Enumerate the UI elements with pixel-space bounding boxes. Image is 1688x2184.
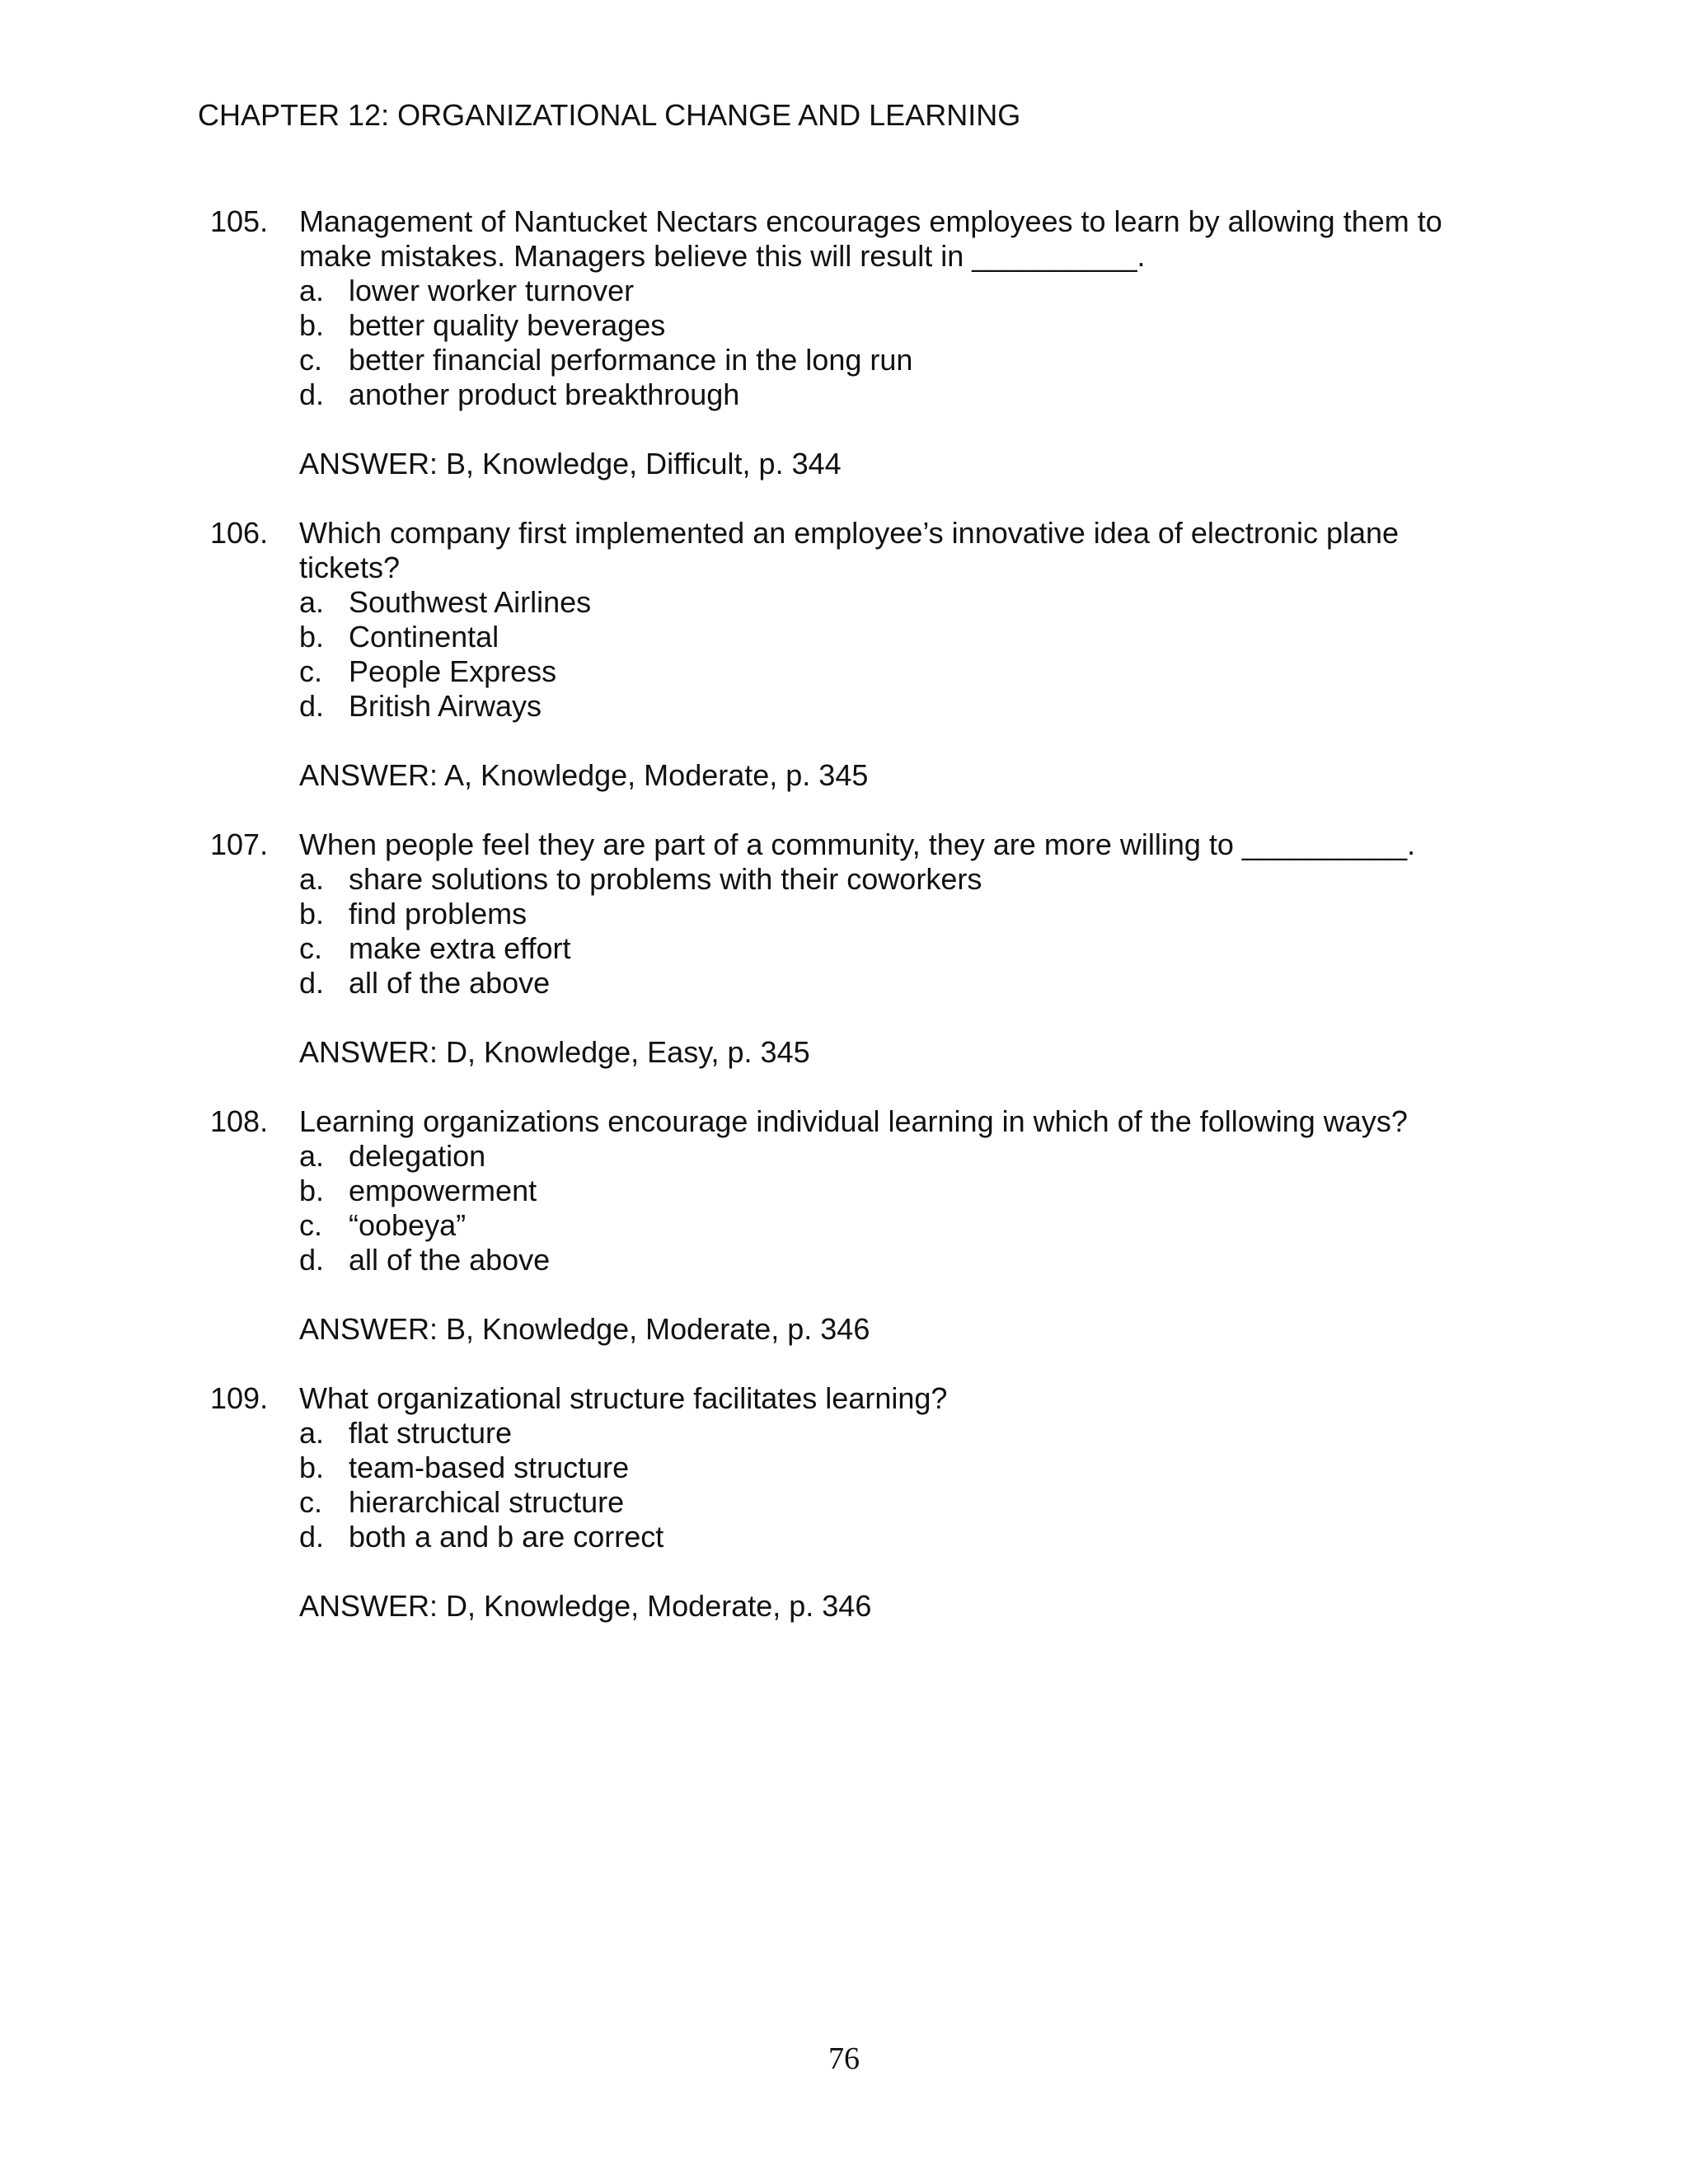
chapter-header: CHAPTER 12: ORGANIZATIONAL CHANGE AND LEARNING: [198, 98, 1021, 132]
option-text: share solutions to problems with their coworkers: [349, 862, 982, 896]
option-letter: a.: [299, 1416, 325, 1450]
option-letter: d.: [299, 377, 325, 411]
option-c: [299, 931, 1496, 966]
option-a: [299, 585, 1496, 620]
option-letter: d.: [299, 1243, 325, 1277]
option-text: all of the above: [349, 966, 551, 1000]
option-d: [299, 689, 1496, 724]
question-text: Learning organizations encourage individual learning in which of the following ways?: [299, 1104, 1408, 1138]
option-list: [299, 585, 1496, 724]
option-letter: b.: [299, 308, 325, 342]
option-text: another product breakthrough: [349, 377, 740, 411]
option-letter: b.: [299, 1451, 325, 1484]
question-number: 105.: [210, 204, 269, 238]
option-letter: d.: [299, 966, 325, 1000]
option-text: delegation: [349, 1139, 486, 1173]
option-letter: a.: [299, 862, 325, 896]
answer-line: ANSWER: B, Knowledge, Difficult, p. 344: [299, 447, 842, 480]
option-letter: b.: [299, 620, 325, 654]
option-letter: d.: [299, 689, 325, 723]
option-a: [299, 1139, 1496, 1174]
option-list: [299, 1416, 1496, 1554]
option-text: flat structure: [349, 1416, 513, 1450]
question-body: [299, 1104, 1496, 1347]
option-c: [299, 1485, 1496, 1520]
option-text: team-based structure: [349, 1451, 630, 1484]
option-text: British Airways: [349, 689, 542, 723]
option-letter: b.: [299, 1174, 325, 1207]
option-letter: d.: [299, 1520, 325, 1554]
answer-line: ANSWER: B, Knowledge, Moderate, p. 346: [299, 1312, 870, 1346]
option-b: [299, 308, 1496, 343]
question-text: Which company first implemented an employee’s innovative idea of electronic plane tickets?: [299, 516, 1400, 584]
option-letter: c.: [299, 343, 323, 377]
option-text: Continental: [349, 620, 499, 654]
option-a: [299, 1416, 1496, 1451]
option-text: better financial performance in the long run: [349, 343, 913, 377]
question-107: [210, 827, 1496, 1070]
option-text: find problems: [349, 897, 528, 930]
option-b: [299, 1174, 1496, 1208]
option-text: empowerment: [349, 1174, 537, 1207]
option-letter: a.: [299, 274, 325, 307]
question-body: [299, 827, 1496, 1070]
option-b: [299, 1451, 1496, 1485]
option-a: [299, 862, 1496, 897]
option-letter: c.: [299, 1208, 323, 1242]
option-text: Southwest Airlines: [349, 585, 592, 619]
option-list: [299, 274, 1496, 412]
option-letter: a.: [299, 1139, 325, 1173]
option-letter: a.: [299, 585, 325, 619]
option-b: [299, 620, 1496, 654]
question-number: 106.: [210, 516, 269, 550]
option-d: [299, 377, 1496, 412]
question-body: [299, 1381, 1496, 1624]
question-109: [210, 1381, 1496, 1624]
option-letter: c.: [299, 654, 323, 688]
option-text: lower worker turnover: [349, 274, 635, 307]
answer-line: ANSWER: A, Knowledge, Moderate, p. 345: [299, 758, 869, 792]
question-106: [210, 516, 1496, 793]
option-c: [299, 654, 1496, 689]
question-body: [299, 204, 1496, 481]
option-list: [299, 862, 1496, 1001]
option-b: [299, 897, 1496, 931]
option-c: [299, 343, 1496, 377]
option-a: [299, 274, 1496, 308]
option-text: hierarchical structure: [349, 1485, 625, 1519]
question-108: [210, 1104, 1496, 1347]
option-d: [299, 1520, 1496, 1554]
question-105: [210, 204, 1496, 481]
question-number: 107.: [210, 827, 269, 861]
question-text: Management of Nantucket Nectars encourages employees to learn by allowing them to make mistakes. Managers believe this will result in __________.: [299, 204, 1442, 273]
option-c: [299, 1208, 1496, 1243]
option-d: [299, 966, 1496, 1001]
option-letter: c.: [299, 1485, 323, 1519]
option-text: “oobeya”: [349, 1208, 467, 1242]
question-text: What organizational structure facilitates learning?: [299, 1381, 948, 1415]
option-list: [299, 1139, 1496, 1277]
option-letter: b.: [299, 897, 325, 930]
option-text: all of the above: [349, 1243, 551, 1277]
option-text: better quality beverages: [349, 308, 666, 342]
answer-line: ANSWER: D, Knowledge, Easy, p. 345: [299, 1035, 810, 1069]
option-text: both a and b are correct: [349, 1520, 664, 1554]
question-text: When people feel they are part of a community, they are more willing to __________.: [299, 827, 1416, 861]
option-letter: c.: [299, 931, 323, 965]
option-d: [299, 1243, 1496, 1277]
answer-line: ANSWER: D, Knowledge, Moderate, p. 346: [299, 1589, 872, 1623]
question-body: [299, 516, 1496, 793]
question-list: [210, 204, 1496, 1658]
option-text: make extra effort: [349, 931, 571, 965]
page-number: 76: [828, 2041, 860, 2076]
question-number: 109.: [210, 1381, 269, 1415]
option-text: People Express: [349, 654, 557, 688]
question-number: 108.: [210, 1104, 269, 1138]
